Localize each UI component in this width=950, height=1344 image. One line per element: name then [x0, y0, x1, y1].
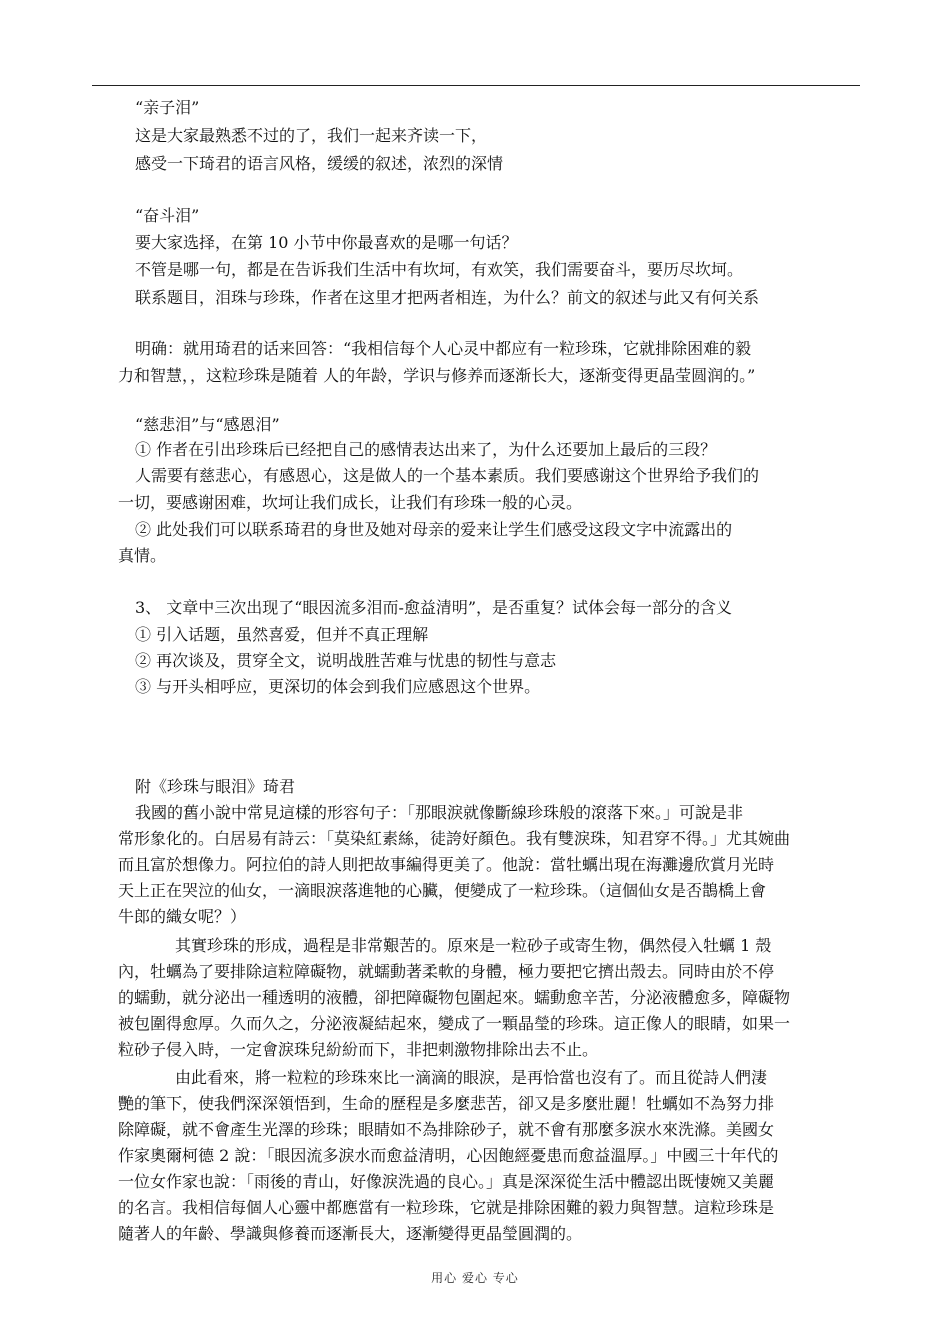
- text-line: 隨著人的年齡、學識與修養而逐漸長大，逐漸變得更晶瑩圓潤的。: [118, 1224, 583, 1243]
- text-line: 人需要有慈悲心，有感恩心，这是做人的一个基本素质。我们要感谢这个世界给予我们的: [135, 466, 760, 485]
- question-item: ② 此处我们可以联系琦君的身世及她对母亲的爱来让学生们感受这段文字中流露出的: [135, 520, 733, 539]
- text-line: 力和智慧，，这粒珍珠是随着 人的年龄，学识与修养而逐渐长大，逐渐变得更晶莹圆润的。”: [118, 366, 756, 385]
- text-line: 真情。: [118, 546, 167, 565]
- header-rule: [92, 85, 860, 86]
- text-line: 一切，要感谢困难，坎坷让我们成长，让我们有珍珠一般的心灵。: [118, 493, 583, 512]
- question-3-title: 3、 文章中三次出现了“眼因流多泪而-愈益清明”，是否重复？试体会每一部分的含义: [135, 598, 733, 617]
- text-line: 感受一下琦君的语言风格，缓缓的叙述，浓烈的深情: [135, 154, 504, 173]
- section-title-fendou: “奋斗泪”: [135, 206, 200, 225]
- text-line: 一位女作家也說：「雨後的青山，好像淚洗過的良心。」真是深深從生活中體認出既悽婉又美麗: [118, 1172, 775, 1191]
- text-line: 常形象化的。白居易有詩云：「莫染紅素絲，徒誇好顏色。我有雙淚珠，知君穿不得。」尤其婉曲: [118, 829, 791, 848]
- list-item: ③ 与开头相呼应，更深切的体会到我们应感恩这个世界。: [135, 677, 541, 696]
- text-line: 要大家选择，在第 10 小节中你最喜欢的是哪一句话？: [135, 233, 518, 252]
- appendix-title: 附《珍珠与眼泪》琦君: [135, 777, 296, 796]
- text-line: 艷的筆下，使我們深深領悟到，生命的歷程是多麼悲苦，卻又是多麼壯麗！牡蠣如不為努力排: [118, 1094, 775, 1113]
- text-line: 而且富於想像力。阿拉伯的詩人則把故事編得更美了。他說：當牡蠣出現在海灘邊欣賞月光時: [118, 855, 775, 874]
- text-line: 明确：就用琦君的话来回答：“我相信每个人心灵中都应有一粒珍珠，它就排除困难的毅: [135, 339, 752, 358]
- text-line: 除障礙，就不會產生光澤的珍珠；眼睛如不為排除砂子，就不會有那麼多淚水來洗滌。美國女: [118, 1120, 775, 1139]
- page-footer: 用心 爱心 专心: [431, 1271, 519, 1285]
- text-line: 联系题目，泪珠与珍珠，作者在这里才把两者相连，为什么？前文的叙述与此又有何关系: [135, 288, 760, 307]
- text-line: 由此看來，將一粒粒的珍珠來比一滴滴的眼淚，是再恰當也沒有了。而且從詩人們淒: [175, 1068, 768, 1087]
- text-line: 粒砂子侵入時，一定會淚珠兒紛紛而下，非把刺激物排除出去不止。: [118, 1040, 599, 1059]
- list-item: ② 再次谈及，贯穿全文，说明战胜苦难与忧患的韧性与意志: [135, 651, 557, 670]
- text-line: 作家奧爾柯德 2 說：「眼因流多淚水而愈益清明，心因飽經憂患而愈益溫厚。」中國三十年代的: [118, 1146, 779, 1165]
- section-title-cibei: “慈悲泪”与“感恩泪”: [135, 415, 280, 434]
- text-line: 的蠕動，就分泌出一種透明的液體，卻把障礙物包圍起來。蠕動愈辛苦，分泌液體愈多，障礙物: [118, 988, 791, 1007]
- text-line: 天上正在哭泣的仙女，一滴眼淚落進牠的心臟，便變成了一粒珍珠。（這個仙女是否鵲橋上會: [118, 881, 767, 900]
- text-line: 不管是哪一句，都是在告诉我们生活中有坎坷，有欢笑，我们需要奋斗，要历尽坎坷。: [135, 260, 744, 279]
- list-item: ① 引入话题，虽然喜爱，但并不真正理解: [135, 625, 429, 644]
- text-line: 內，牡蠣為了要排除這粒障礙物，就蠕動著柔軟的身體，極力要把它擠出殼去。同時由於不停: [118, 962, 775, 981]
- text-line: 我國的舊小說中常見這樣的形容句子：「那眼淚就像斷線珍珠般的滾落下來。」可說是非: [135, 803, 744, 822]
- question-item: ① 作者在引出珍珠后已经把自己的感情表达出来了，为什么还要加上最后的三段？: [135, 440, 717, 459]
- text-line: 这是大家最熟悉不过的了，我们一起来齐读一下，: [135, 126, 488, 145]
- text-line: 其實珍珠的形成，過程是非常艱苦的。原來是一粒砂子或寄生物，偶然侵入牡蠣 1 殼: [175, 936, 772, 955]
- section-title-qinzi: “亲子泪”: [135, 98, 200, 117]
- text-line: 的名言。我相信每個人心靈中都應當有一粒珍珠，它就是排除困難的毅力與智慧。這粒珍珠是: [118, 1198, 775, 1217]
- text-line: 被包圍得愈厚。久而久之，分泌液凝結起來，變成了一顆晶瑩的珍珠。這正像人的眼睛，如果一: [118, 1014, 791, 1033]
- text-line: 牛郎的織女呢？）: [118, 907, 247, 926]
